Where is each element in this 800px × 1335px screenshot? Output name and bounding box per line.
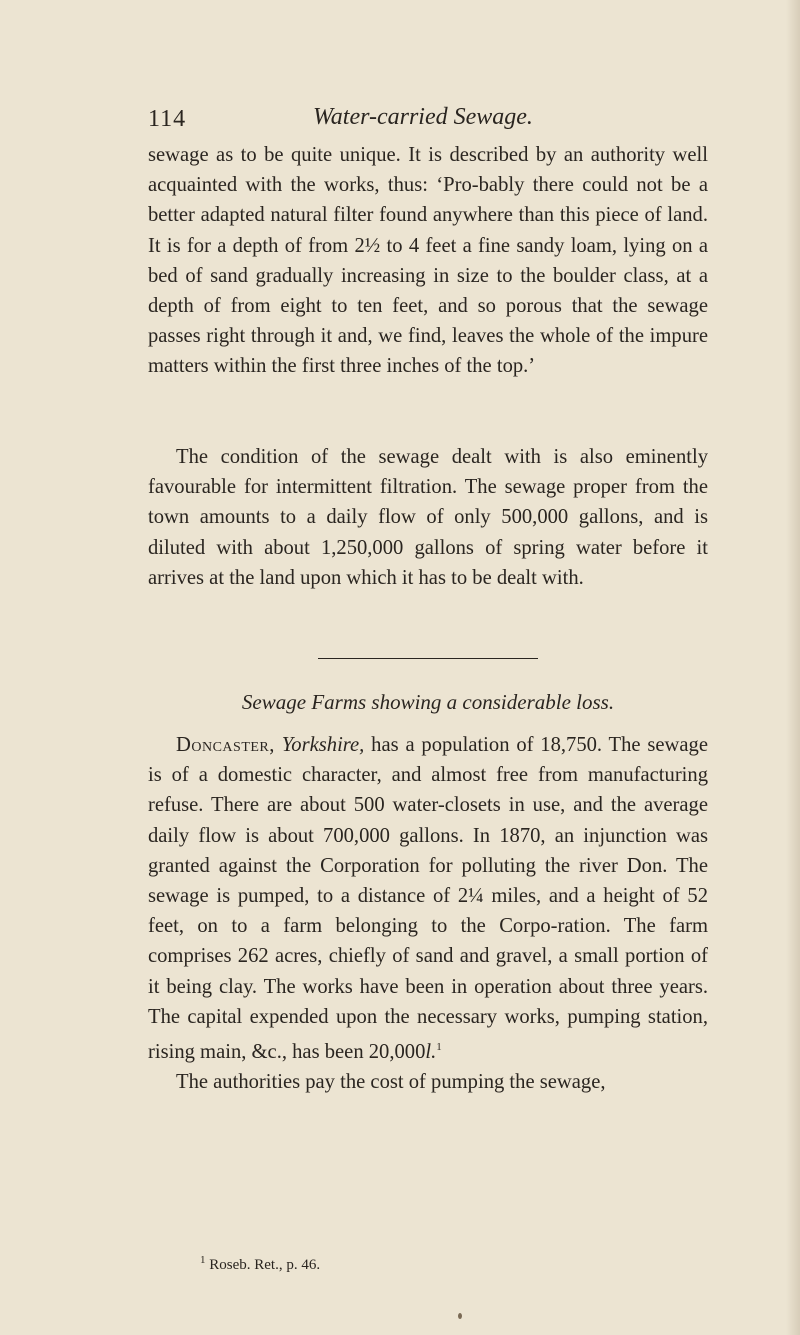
page-number: 114 — [148, 106, 187, 132]
running-head: Water-carried Sewage. — [313, 104, 533, 130]
section-heading: Sewage Farms showing a considerable loss. — [241, 690, 615, 714]
paragraph-2-text: The condition of the sewage dealt with is also eminently favourable for intermittent filtration. The sewage proper from the town amounts to a daily flow of only 500,000 gallons, and is diluted with about 1,250,000 gallons of spring water before it arrives at the land upon which it has to be dealt with. — [148, 446, 708, 589]
paragraph-2 — [148, 442, 708, 593]
footnote-reference: 1 — [436, 1041, 442, 1054]
page-header — [148, 106, 708, 136]
town-name: Doncaster, — [176, 734, 275, 756]
paragraph-3 — [148, 730, 708, 1097]
paragraph-1-text: sewage as to be quite unique. It is described by an authority well acquainted with the works, thus: ‘Pro-bably there could not be a better adapted natural filter found anywhere than this piece of land. It is for a depth of from 2½ to 4 feet a fine sandy loam, lying on a bed of sand gradually increasing in size to the boulder class, at a depth of from eight to ten feet, and so porous that the sewage passes right through it and, we find, leaves the whole of the impure matters within the first three inches of the top.’ — [148, 144, 708, 378]
footnote-text: Roseb. Ret., p. 46. — [209, 1257, 321, 1273]
paragraph-3-body: has a population of 18,750. The sewage is of a domestic character, and almost free from manufacturing refuse. There are about 500 water-closets in use, and the average daily flow is about 700,000 gallons. In 1870, an injunction was granted against the Corporation for polluting the river Don. The sewage is pumped, to a distance of 2¼ miles, and a height of 52 feet, on to a farm belonging to the Corpo-ration. The farm comprises 262 acres, chiefly of sand and gravel, a small portion of it being clay. The works have been in operation about three years. The capital expended upon the necessary works, pumping station, rising main, &c., has been 20,000 — [148, 734, 708, 1063]
footnote — [200, 1254, 320, 1274]
footnote-marker: 1 — [200, 1254, 206, 1266]
county-name: Yorkshire, — [281, 734, 365, 756]
section-divider — [318, 658, 538, 659]
paragraph-3-text — [148, 730, 708, 1067]
pound-symbol: l. — [425, 1040, 437, 1063]
paragraph-4-text: The authorities pay the cost of pumping the sewage, — [176, 1071, 606, 1094]
paragraph-1 — [148, 140, 708, 382]
page-edge-shadow — [786, 0, 800, 1335]
paper-speck — [458, 1313, 462, 1319]
